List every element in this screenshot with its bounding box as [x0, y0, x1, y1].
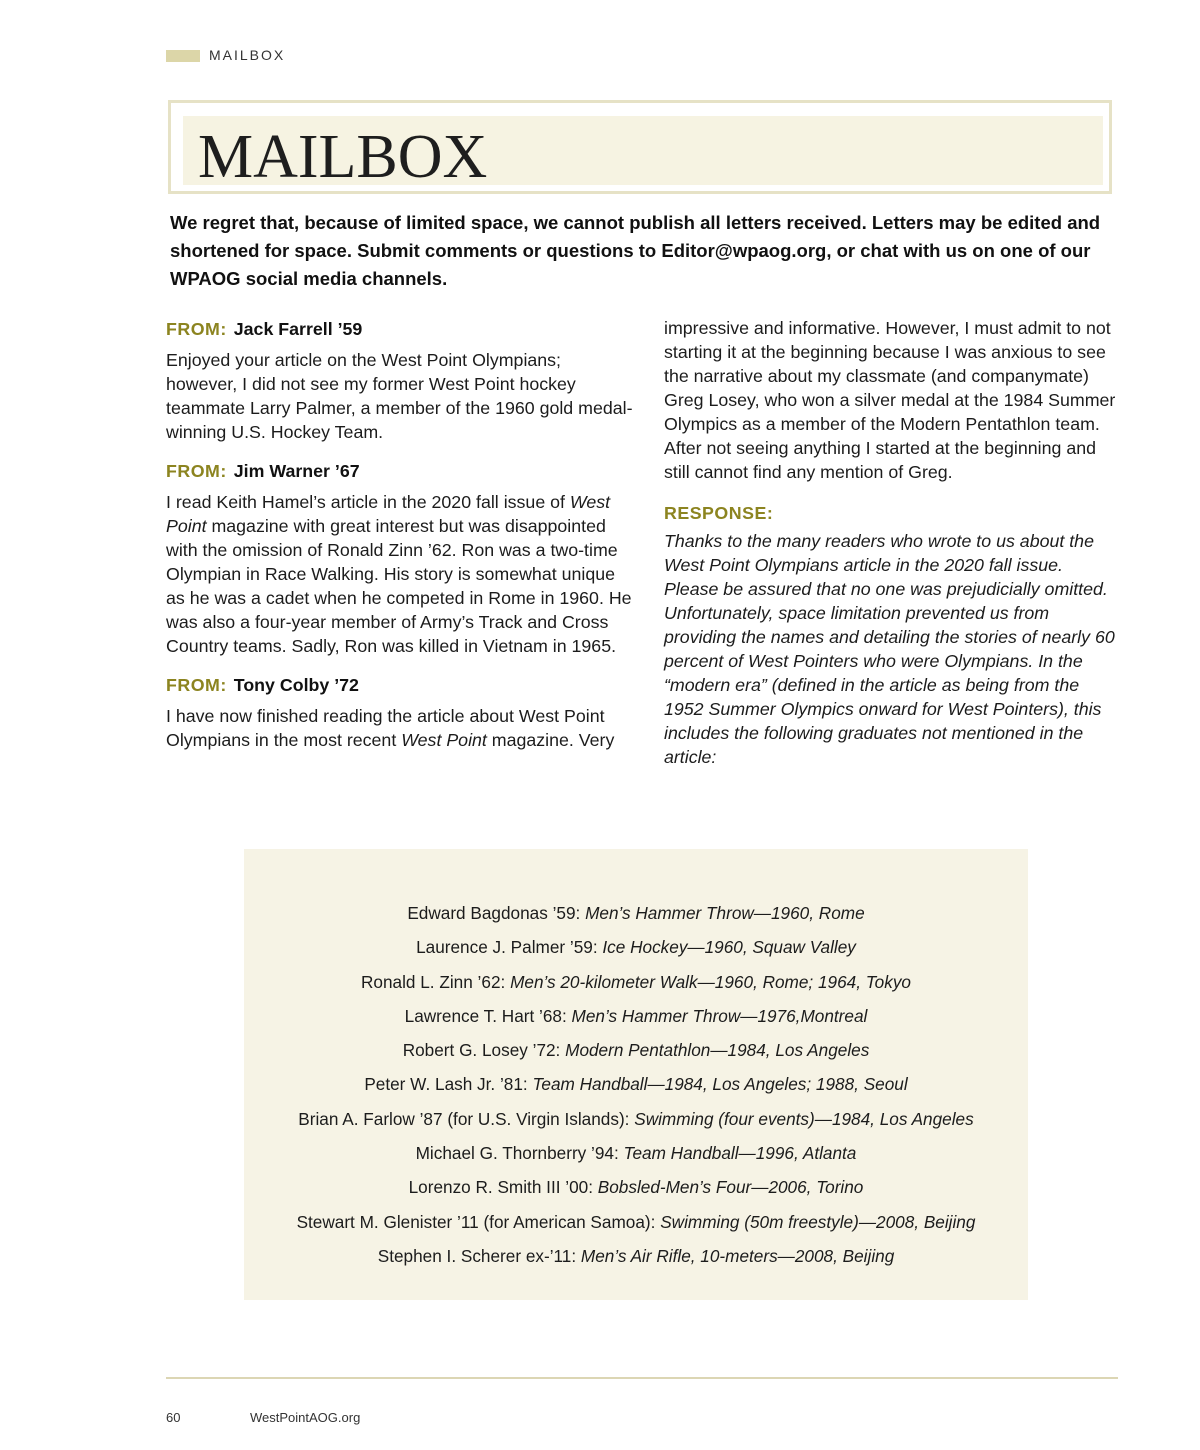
section-tab-marker — [166, 50, 200, 62]
olympian-event: Swimming (50m freestyle)—2008, Beijing — [660, 1211, 976, 1232]
section-tag: MAILBOX — [209, 47, 286, 63]
olympian-item — [244, 896, 1028, 930]
olympian-item — [244, 999, 1028, 1033]
olympian-item — [244, 1205, 1028, 1239]
letter-author: Jim Warner ’67 — [233, 461, 360, 481]
olympian-name: Stephen I. Scherer ex-’11: — [377, 1245, 577, 1266]
olympian-event: Men’s Hammer Throw—1960, Rome — [585, 903, 865, 923]
letter-jack-farrell — [166, 316, 636, 444]
olympian-event: Modern Pentathlon—1984, Los Angeles — [565, 1040, 870, 1061]
letter-body-text: magazine. Very — [486, 730, 615, 750]
olympian-item — [244, 1239, 1028, 1273]
olympians-panel — [244, 849, 1028, 1300]
left-column — [166, 316, 636, 766]
olympian-name: Laurence J. Palmer ’59: — [416, 937, 598, 958]
olympian-event: Ice Hockey—1960, Squaw Valley — [602, 937, 856, 958]
olympian-name: Brian A. Farlow ’87 (for U.S. Virgin Islands): — [298, 1108, 630, 1129]
olympian-name: Ronald L. Zinn ’62: — [361, 971, 506, 992]
intro-notice: We regret that, because of limited space, we cannot publish all letters received. Letters may be edited and shortened for space. Submit comments or questions to Editor@wpaog.org, or chat with us on one of our WPAOG social media channels. — [170, 212, 1101, 289]
letter-body: Enjoyed your article on the West Point Olympians; however, I did not see my former West Point hockey teammate Larry Palmer, a member of the 1960 gold medal-winning U.S. Hockey Team. — [166, 350, 633, 442]
letter-from-line — [166, 316, 636, 342]
olympian-name: Lorenzo R. Smith III ’00: — [408, 1177, 593, 1198]
letter-body — [166, 704, 636, 752]
olympian-name: Robert G. Losey ’72: — [402, 1040, 561, 1061]
letter-tony-colby — [166, 672, 636, 752]
title-frame — [168, 100, 1112, 194]
right-column — [664, 316, 1116, 769]
page-title: MAILBOX — [198, 123, 488, 191]
letter-from-line — [166, 458, 636, 484]
olympian-name: Peter W. Lash Jr. ’81: — [364, 1074, 528, 1095]
olympian-event: Team Handball—1984, Los Angeles; 1988, Seoul — [532, 1074, 908, 1095]
olympian-event: Swimming (four events)—1984, Los Angeles — [634, 1108, 974, 1129]
olympian-name: Lawrence T. Hart ’68: — [404, 1005, 567, 1026]
letter-author: Tony Colby ’72 — [233, 675, 359, 695]
letter-body — [166, 490, 636, 658]
from-label: FROM: — [166, 461, 227, 481]
olympian-event: Bobsled-Men’s Four—2006, Torino — [597, 1177, 864, 1198]
olympian-name: Stewart M. Glenister ’11 (for American Samoa): — [296, 1211, 656, 1232]
olympian-event: Men’s 20-kilometer Walk—1960, Rome; 1964, Tokyo — [510, 971, 911, 992]
response-body: Thanks to the many readers who wrote to us about the West Point Olympians article in the 2020 fall issue. Please be assured that no one was prejudicially omitted. Unfortunately, space limitation prevented us from providing the names and detailing the stories of nearly 60 percent of West Pointers who were Olympians. In the “modern era” (defined in the article as being from the 1952 Summer Olympics onward for West Pointers), this includes the following graduates not mentioned in the article: — [664, 531, 1115, 767]
olympian-name: Michael G. Thornberry ’94: — [415, 1143, 619, 1164]
letter-author: Jack Farrell ’59 — [233, 319, 363, 339]
letter-body-continued: impressive and informative. However, I must admit to not starting it at the beginning because I was anxious to see the narrative about my classmate (and companymate) Greg Losey, who won a silver medal at the 1984 Summer Olympics as a member of the Modern Pentathlon team. After not seeing anything I started at the beginning and still cannot find any mention of Greg. — [664, 318, 1116, 482]
from-label: FROM: — [166, 319, 227, 339]
olympian-item — [244, 1067, 1028, 1101]
letter-from-line — [166, 672, 636, 698]
letter-body-text: magazine with great interest but was disappointed with the omission of Ronald Zinn ’62. Ron was a two-time Olympian in Race Walking. His story is somewhat unique as he was a cadet when he competed in Rome in 1960. He was also a four-year member of Army’s Track and Cross Country teams. Sadly, Ron was killed in Vietnam in 1965. — [166, 516, 632, 656]
letter-body-text: I read Keith Hamel’s article in the 2020 fall issue of — [166, 492, 570, 512]
olympian-item — [244, 965, 1028, 999]
olympian-event: Team Handball—1996, Atlanta — [623, 1143, 857, 1164]
olympian-event: Men’s Hammer Throw—1976,Montreal — [571, 1005, 868, 1026]
letter-jim-warner — [166, 458, 636, 658]
olympian-name: Edward Bagdonas ’59: — [407, 903, 581, 923]
footer-site-url: WestPointAOG.org — [250, 1410, 361, 1425]
letter-body-text: I have now finished reading the article about West Point Olympians in the most recent — [166, 706, 605, 750]
olympian-item — [244, 930, 1028, 964]
magazine-title: West Point — [166, 492, 611, 536]
olympians-list — [244, 849, 1028, 1273]
footer-divider — [166, 1377, 1118, 1379]
olympian-item — [244, 1136, 1028, 1170]
olympian-item — [244, 1170, 1028, 1204]
from-label: FROM: — [166, 675, 227, 695]
olympian-item — [244, 1033, 1028, 1067]
olympian-event: Men’s Air Rifle, 10-meters—2008, Beijing — [580, 1245, 895, 1266]
page-number: 60 — [166, 1410, 181, 1425]
response-label: RESPONSE: — [664, 503, 774, 523]
magazine-title: West Point — [401, 730, 487, 750]
olympian-item — [244, 1102, 1028, 1136]
title-panel — [183, 116, 1103, 191]
